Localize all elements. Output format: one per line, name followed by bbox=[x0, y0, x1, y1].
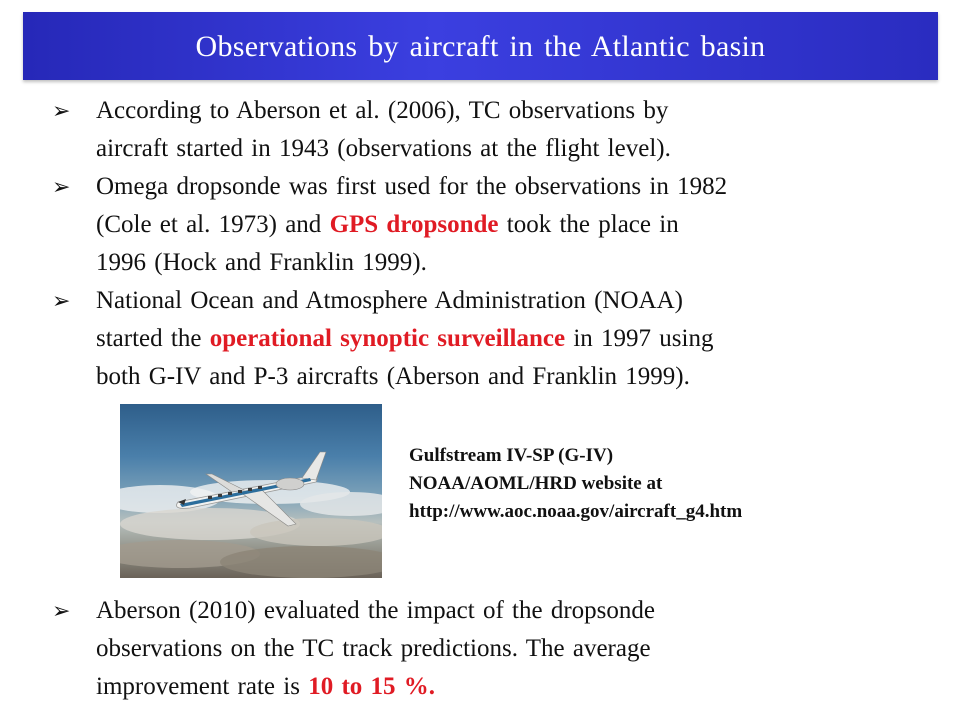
bullet-line bbox=[96, 282, 892, 320]
bullet-item bbox=[52, 168, 892, 282]
bullet-line bbox=[96, 206, 892, 244]
title-bar bbox=[23, 12, 938, 80]
bottom-bullet-list bbox=[52, 592, 892, 706]
bullet-line bbox=[96, 130, 892, 168]
aircraft-photo bbox=[120, 404, 382, 578]
bullet-item bbox=[52, 92, 892, 168]
bullet-item bbox=[52, 282, 892, 396]
bullet-arrow-icon: ➢ bbox=[52, 599, 71, 624]
bullet-line bbox=[96, 668, 892, 706]
bullet-arrow-icon: ➢ bbox=[52, 289, 71, 314]
bullet-text: in 1997 using bbox=[565, 325, 714, 352]
caption-url: http://www.aoc.noaa.gov/aircraft_g4.htm bbox=[409, 501, 743, 522]
bullet-text: National Ocean and Atmosphere Administration (NOAA) bbox=[96, 287, 683, 314]
highlight-text: GPS dropsonde bbox=[329, 211, 499, 238]
bullet-text: According to Aberson et al. (2006), TC observations by bbox=[96, 97, 669, 124]
bullet-line bbox=[96, 92, 892, 130]
bullet-text: aircraft started in 1943 (observations at the flight level). bbox=[96, 135, 671, 162]
highlight-text: 10 to 15 %. bbox=[308, 673, 436, 700]
caption-source: NOAA/AOML/HRD website at bbox=[409, 473, 663, 494]
bullet-line bbox=[96, 244, 892, 282]
bullet-text: 1996 (Hock and Franklin 1999). bbox=[96, 249, 427, 276]
bullet-line bbox=[96, 320, 892, 358]
bullet-line bbox=[96, 358, 892, 396]
bullet-line bbox=[96, 168, 892, 206]
highlight-text: operational synoptic surveillance bbox=[209, 325, 566, 352]
bullet-text: took the place in bbox=[498, 211, 679, 238]
gulfstream-jet-icon bbox=[120, 404, 382, 578]
bullet-text: both G-IV and P-3 aircrafts (Aberson and Franklin 1999). bbox=[96, 363, 690, 390]
bullet-item bbox=[52, 592, 892, 706]
bullet-text: observations on the TC track predictions. The average bbox=[96, 635, 651, 662]
bullet-text: Aberson (2010) evaluated the impact of the dropsonde bbox=[96, 597, 655, 624]
image-caption bbox=[409, 442, 742, 526]
bullet-text: improvement rate is bbox=[96, 673, 309, 700]
bullet-line bbox=[96, 630, 892, 668]
bullet-arrow-icon: ➢ bbox=[52, 99, 71, 124]
bullet-text: (Cole et al. 1973) and bbox=[96, 211, 330, 238]
slide-title: Observations by aircraft in the Atlantic basin bbox=[195, 30, 766, 63]
bullet-text: Omega dropsonde was first used for the observations in 1982 bbox=[96, 173, 728, 200]
bullet-arrow-icon: ➢ bbox=[52, 175, 71, 200]
bullet-list bbox=[52, 92, 892, 396]
bullet-line bbox=[96, 592, 892, 630]
bullet-text: started the bbox=[96, 325, 210, 352]
caption-aircraft-name: Gulfstream IV-SP (G-IV) bbox=[409, 445, 614, 466]
